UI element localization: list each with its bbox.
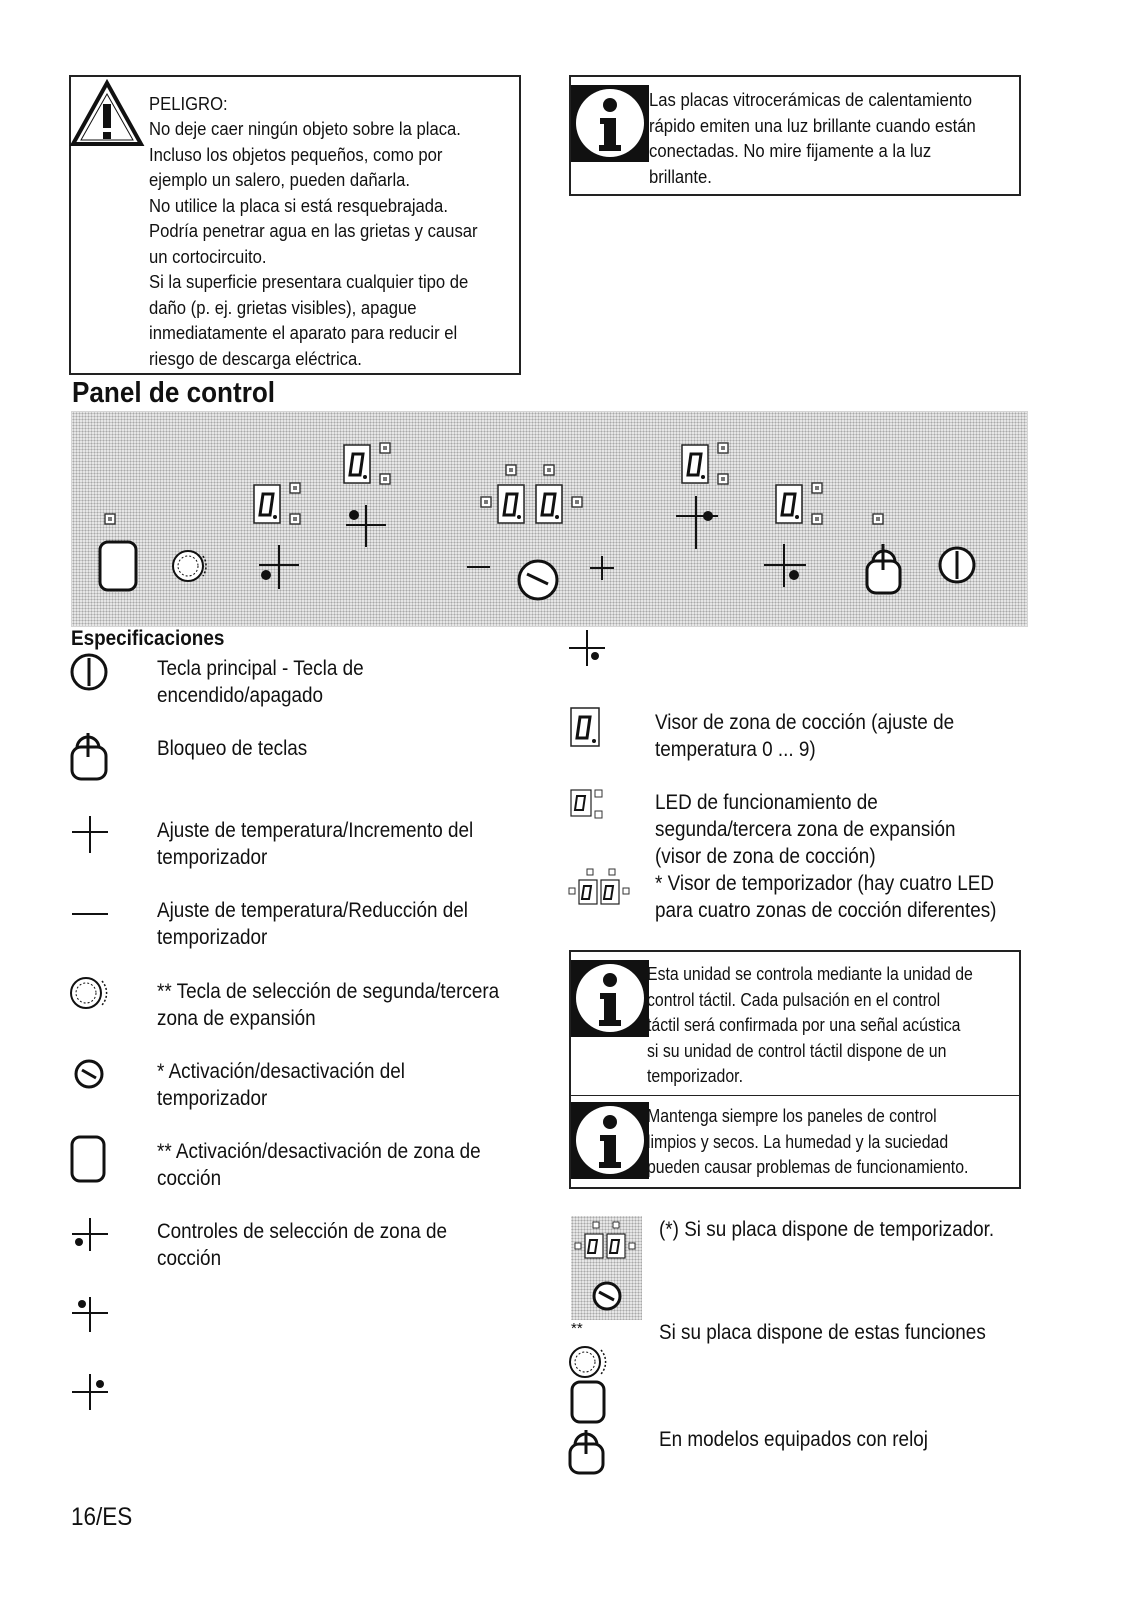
spec-line: Bloqueo de teclas <box>157 737 308 760</box>
spec-line: temporizador <box>157 846 268 869</box>
zone-select-rear-left[interactable] <box>346 505 386 547</box>
led <box>544 465 554 475</box>
led <box>105 514 115 524</box>
spec-line: segunda/tercera zona de expansión <box>655 818 956 841</box>
key-lock-icon <box>72 733 106 779</box>
expansion-zone-icon <box>71 978 107 1008</box>
spec-line: cocción <box>157 1167 222 1190</box>
spec-item <box>655 870 1033 924</box>
timer-panel-thumbnail <box>571 1216 642 1320</box>
led <box>380 474 390 484</box>
zone-select-front-left[interactable] <box>259 545 299 589</box>
spec-item <box>157 655 535 709</box>
spec-line: encendido/apagado <box>157 684 324 707</box>
spec-line: ** Activación/desactivación de zona de <box>157 1140 481 1163</box>
zone-select-icon <box>72 1297 108 1332</box>
danger-line: No deje caer ningún objeto sobre la placa. <box>149 118 461 139</box>
danger-line: un cortocircuito. <box>149 245 267 267</box>
display-rear-right <box>682 445 708 483</box>
spec-item <box>157 978 535 1032</box>
zone-select-icon <box>72 1374 108 1410</box>
warning-icon <box>71 80 143 148</box>
spec-line: temperatura 0 ... 9) <box>655 738 816 761</box>
info-line: control táctil. Cada pulsación en el control <box>647 989 941 1010</box>
display-rear-left <box>344 445 370 483</box>
spec-line: * Visor de temporizador (hay cuatro LED <box>655 872 994 895</box>
info-line: Esta unidad se controla mediante la unidad de <box>647 964 973 984</box>
spec-item <box>157 1058 535 1112</box>
functions-note: Si su placa dispone de estas funciones <box>659 1321 986 1344</box>
spec-icons-left <box>60 650 140 1420</box>
spec-icons-right <box>565 628 645 928</box>
spec-line: Visor de zona de cocción (ajuste de <box>655 711 955 734</box>
danger-line: No utilice la placa si está resquebrajada. <box>149 194 448 216</box>
spec-line: zona de expansión <box>157 1007 316 1030</box>
timer-icon <box>76 1061 102 1087</box>
plus-icon <box>72 816 108 853</box>
spec-line: Ajuste de temperatura/Reducción del <box>157 899 468 922</box>
info-box-clean <box>569 1095 1021 1189</box>
timer-display-digit <box>536 485 562 523</box>
spec-line: Tecla principal - Tecla de <box>157 657 364 680</box>
spec-item <box>157 1218 535 1272</box>
info-box-top <box>569 75 1021 196</box>
info-top-line: conectadas. No mire fijamente a la luz <box>649 140 932 161</box>
spec-line: temporizador <box>157 926 268 949</box>
led <box>380 443 390 453</box>
cooking-zone-display-icon <box>571 708 599 746</box>
danger-line: ejemplo un salero, pueden dañarla. <box>149 169 411 190</box>
info-icon <box>571 85 649 162</box>
led <box>812 514 822 524</box>
control-panel <box>71 411 1028 627</box>
danger-box <box>69 75 521 375</box>
zone-onoff-icon <box>572 1382 604 1422</box>
led <box>873 514 883 524</box>
led <box>718 443 728 453</box>
zone-onoff-button[interactable] <box>100 542 136 590</box>
notes-icons <box>565 1340 635 1480</box>
spec-line: cocción <box>157 1247 222 1270</box>
timer-display-icon <box>569 869 629 904</box>
specs-title: Especificaciones <box>71 627 225 650</box>
zone-select-icon <box>72 1218 108 1251</box>
spec-line: LED de funcionamiento de <box>655 791 878 814</box>
clock-note: En modelos equipados con reloj <box>659 1428 928 1451</box>
info-line: temporizador. <box>647 1066 743 1086</box>
key-lock-button[interactable] <box>867 544 900 593</box>
zone-select-front-right[interactable] <box>764 544 806 587</box>
timer-display-digit <box>498 485 524 523</box>
spec-item <box>157 817 535 871</box>
spec-item <box>655 709 1033 763</box>
danger-line: riesgo de descarga eléctrica. <box>149 347 362 369</box>
info-icon <box>571 960 649 1037</box>
spec-line: ** Tecla de selección de segunda/tercera <box>157 980 500 1003</box>
spec-line: para cuatro zonas de cocción diferentes) <box>655 899 997 922</box>
key-lock-icon <box>570 1430 603 1473</box>
info-line: táctil será confirmada por una señal acústica <box>647 1015 961 1035</box>
display-front-right <box>776 485 802 523</box>
info-box-touch <box>569 950 1021 1096</box>
spec-item <box>157 1138 535 1192</box>
led <box>481 497 491 507</box>
expansion-led-icon <box>571 790 602 818</box>
spec-line: (visor de zona de cocción) <box>655 845 876 868</box>
info-line: limpios y secos. La humedad y la suciedad <box>647 1131 949 1152</box>
zone-select-rear-right[interactable] <box>676 496 718 549</box>
spec-line: Controles de selección de zona de <box>157 1220 447 1243</box>
spec-line: Ajuste de temperatura/Incremento del <box>157 819 474 842</box>
spec-line: * Activación/desactivación del <box>157 1060 405 1083</box>
timer-note: (*) Si su placa dispone de temporizador. <box>659 1218 995 1241</box>
info-icon <box>571 1102 649 1179</box>
info-line: si su unidad de control táctil dispone de un <box>647 1040 947 1061</box>
info-top-text <box>649 87 1027 189</box>
danger-text <box>149 116 527 371</box>
spec-item <box>655 789 1033 870</box>
led <box>572 497 582 507</box>
plus-button[interactable] <box>590 556 614 580</box>
danger-line: Si la superficie presentara cualquier tipo de <box>149 271 469 292</box>
power-icon <box>72 655 106 689</box>
info-line: pueden causar problemas de funcionamiento. <box>647 1157 969 1177</box>
danger-title: PELIGRO: <box>149 93 228 114</box>
expansion-zone-icon <box>570 1347 606 1377</box>
led <box>290 483 300 493</box>
led <box>812 483 822 493</box>
double-star-marker: ** <box>571 1320 583 1337</box>
info-top-line: brillante. <box>649 165 712 187</box>
zone-onoff-icon <box>72 1137 104 1181</box>
info-top-line: Las placas vitrocerámicas de calentamiento <box>649 89 972 110</box>
expansion-zone-button[interactable] <box>173 551 206 581</box>
info-touch-text <box>647 962 1025 1090</box>
info-clean-text <box>647 1104 1025 1181</box>
info-line: Mantenga siempre los paneles de control <box>647 1106 937 1126</box>
display-front-left <box>254 485 280 523</box>
danger-line: inmediatamente el aparato para reducir el <box>149 322 458 343</box>
spec-item <box>157 735 535 762</box>
led <box>718 474 728 484</box>
danger-line: Incluso los objetos pequeños, como por <box>149 143 443 165</box>
danger-line: Podría penetrar agua en las grietas y causar <box>149 220 478 241</box>
section-title: Panel de control <box>72 377 276 409</box>
power-button[interactable] <box>940 548 974 582</box>
timer-button[interactable] <box>519 561 557 599</box>
spec-line: temporizador <box>157 1087 268 1110</box>
zone-select-icon <box>569 630 605 666</box>
info-top-line: rápido emiten una luz brillante cuando están <box>649 114 976 136</box>
page-number: 16/ES <box>71 1503 133 1531</box>
led <box>290 514 300 524</box>
danger-line: daño (p. ej. grietas visibles), apague <box>149 296 417 318</box>
led <box>506 465 516 475</box>
spec-item <box>157 897 535 951</box>
